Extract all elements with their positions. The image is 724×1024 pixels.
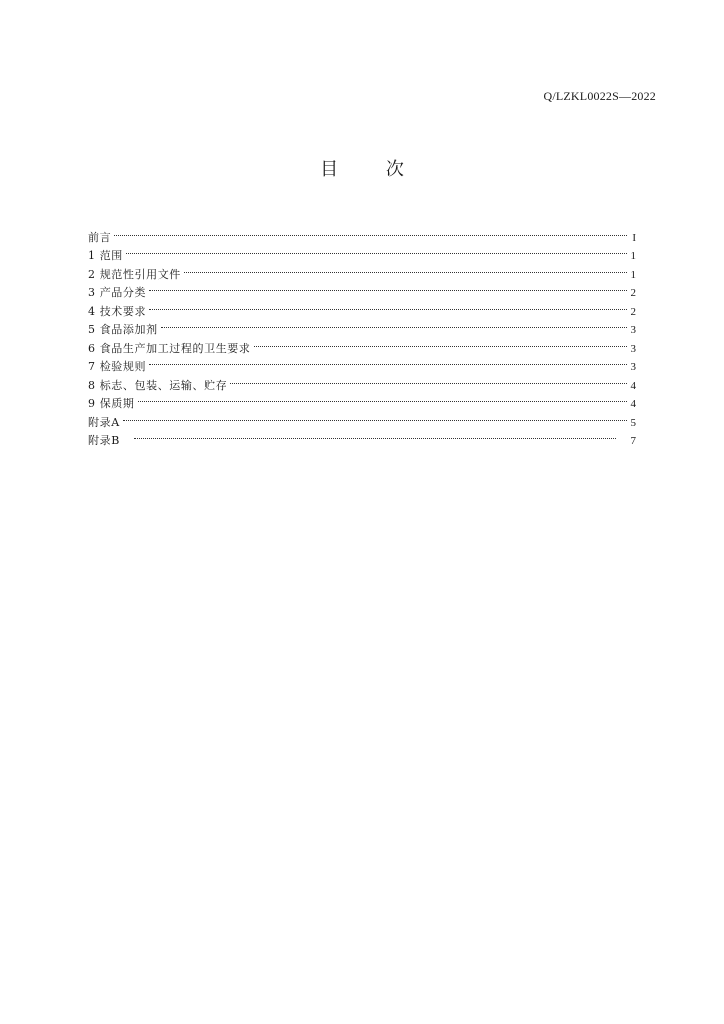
toc-entry-label: 前言: [88, 230, 112, 244]
toc-entry-label: 9 保质期: [88, 397, 135, 410]
toc-leader-dots: [149, 296, 627, 315]
toc-page-number: 3: [630, 342, 636, 355]
toc-entry-label: 5 食品添加剂: [88, 323, 158, 336]
toc-leader-dots: [134, 426, 616, 445]
toc-entry-label: 4 技术要求: [88, 304, 147, 318]
toc-page-number: 1: [630, 250, 636, 262]
toc-leader-dots: [230, 370, 627, 389]
toc-entry-label: 7 检验规则: [88, 360, 147, 373]
toc-entry-label: 2 规范性引用文件: [88, 267, 181, 281]
toc-leader-dots: [149, 278, 627, 297]
toc-page-number: 5: [630, 416, 636, 429]
toc-entry-preface[interactable]: [88, 222, 636, 244]
toc-leader-dots: [123, 407, 627, 426]
toc-page-number: 1: [630, 268, 636, 281]
toc-entry-label: 3 产品分类: [88, 286, 147, 299]
toc-entry-label: 附录B: [88, 434, 120, 447]
toc-page-number: 4: [630, 398, 636, 410]
toc-entry-food-additives[interactable]: [88, 315, 636, 334]
toc-page-number: 3: [630, 324, 636, 336]
toc-title: 目 次: [320, 159, 404, 180]
toc-entry-normative-references[interactable]: [88, 259, 636, 281]
toc-leader-dots: [138, 389, 628, 408]
toc-entry-appendix-a[interactable]: [88, 407, 636, 429]
toc-entry-marking-packaging[interactable]: [88, 370, 636, 392]
toc-leader-dots: [254, 333, 628, 352]
toc-page-number: 4: [630, 379, 636, 392]
toc-entry-label: 1 范围: [88, 249, 123, 262]
toc-leader-dots: [161, 315, 627, 334]
toc-leader-dots: [184, 259, 627, 278]
toc-page-number: 7: [630, 435, 636, 447]
toc-entry-product-classification[interactable]: [88, 278, 636, 297]
toc-entry-label: 8 标志、包装、运输、贮存: [88, 378, 228, 392]
toc-page-number: 3: [630, 361, 636, 373]
toc-entry-label: 附录A: [88, 415, 120, 429]
toc-page-number: 2: [630, 305, 636, 318]
toc-entry-inspection-rules[interactable]: [88, 352, 636, 371]
toc-entry-shelf-life[interactable]: [88, 389, 636, 408]
toc-entry-label: 6 食品生产加工过程的卫生要求: [88, 341, 251, 355]
document-code: Q/LZKL0022S—2022: [543, 89, 656, 103]
toc-entry-hygiene-requirements[interactable]: [88, 333, 636, 355]
table-of-contents: [88, 222, 636, 447]
toc-page-number: I: [632, 231, 636, 244]
toc-leader-dots: [114, 222, 627, 241]
toc-entry-appendix-b[interactable]: [88, 426, 636, 445]
toc-entry-technical-requirements[interactable]: [88, 296, 636, 318]
toc-leader-dots: [149, 352, 627, 371]
toc-page-number: 2: [630, 287, 636, 299]
toc-leader-dots: [126, 241, 627, 260]
toc-entry-scope[interactable]: [88, 241, 636, 260]
